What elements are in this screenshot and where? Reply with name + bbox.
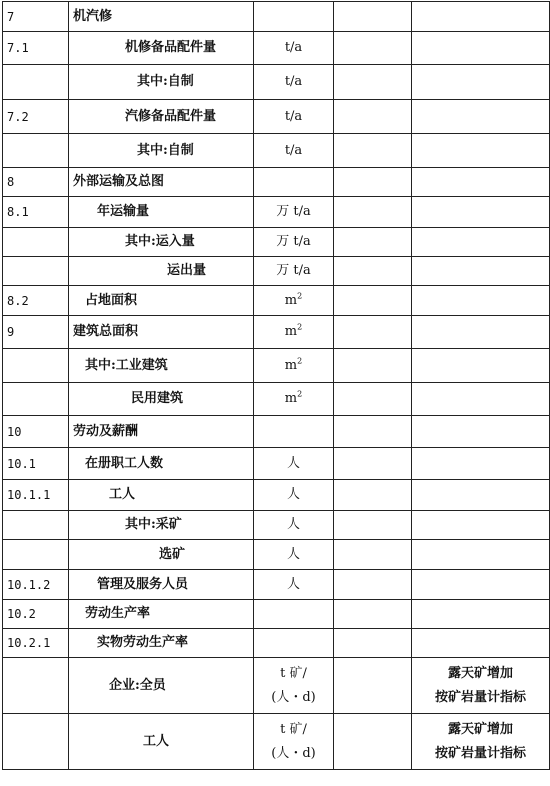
item-number: 7.2 [3,100,69,134]
item-name: 工人 [69,480,254,511]
note-line: 按矿岩量计指标 [434,745,526,761]
table-row [3,316,550,349]
item-unit [254,316,334,349]
item-unit [254,416,334,448]
item-name: 劳动生产率 [69,600,254,629]
item-value [334,383,412,416]
item-note [412,100,550,134]
indicator-table [2,1,550,770]
item-value [334,714,412,770]
unit-superscript: 2 [297,356,303,366]
item-note [412,349,550,383]
item-value [334,2,412,32]
item-unit: 万 t/a [254,228,334,257]
item-number [3,511,69,540]
table-row [3,168,550,197]
item-unit: 人 [254,540,334,570]
item-name: 其中:工业建筑 [69,349,254,383]
item-number [3,228,69,257]
table-row [3,540,550,570]
item-name: 占地面积 [69,286,254,316]
item-note [412,511,550,540]
item-note [412,383,550,416]
item-value [334,480,412,511]
item-note [412,316,550,349]
item-value [334,32,412,65]
item-unit: t/a [254,32,334,65]
item-unit [254,600,334,629]
item-value [334,168,412,197]
table-row [3,2,550,32]
item-name: 选矿 [69,540,254,570]
item-name: 企业:全员 [69,658,254,714]
table-row [3,448,550,480]
item-name: 汽修备品配件量 [69,100,254,134]
item-number [3,134,69,168]
item-number: 10.2 [3,600,69,629]
item-value [334,257,412,286]
item-unit [254,658,334,714]
item-unit: 万 t/a [254,257,334,286]
table-row [3,197,550,228]
item-name: 在册职工人数 [69,448,254,480]
item-note [412,2,550,32]
item-unit: t/a [254,134,334,168]
item-value [334,286,412,316]
item-number: 7 [3,2,69,32]
item-number: 8.2 [3,286,69,316]
item-name: 机汽修 [69,2,254,32]
item-value [334,134,412,168]
item-note [412,658,550,714]
item-number [3,383,69,416]
item-unit: 人 [254,448,334,480]
item-number: 10 [3,416,69,448]
item-note [412,714,550,770]
item-unit [254,168,334,197]
item-unit: t/a [254,65,334,100]
item-note [412,32,550,65]
item-name: 其中:采矿 [69,511,254,540]
item-note [412,257,550,286]
note-line: 露天矿增加 [447,721,513,737]
unit-text: m [284,292,298,308]
unit-superscript: 2 [297,322,303,332]
item-unit [254,286,334,316]
note-line: 露天矿增加 [447,665,513,681]
item-number: 8.1 [3,197,69,228]
item-unit: 人 [254,511,334,540]
unit-line: (人・d) [271,745,316,761]
table-row [3,714,550,770]
unit-text: m [284,357,298,373]
item-name: 外部运输及总图 [69,168,254,197]
table-row [3,286,550,316]
item-name: 劳动及薪酬 [69,416,254,448]
item-number [3,349,69,383]
item-name: 建筑总面积 [69,316,254,349]
table-row [3,100,550,134]
item-unit: 万 t/a [254,197,334,228]
unit-superscript: 2 [297,291,303,301]
table-row [3,134,550,168]
item-note [412,570,550,600]
table-row [3,480,550,511]
item-number: 10.1 [3,448,69,480]
item-number: 10.1.2 [3,570,69,600]
item-value [334,416,412,448]
item-value [334,197,412,228]
item-value [334,511,412,540]
item-number: 10.2.1 [3,629,69,658]
unit-text: m [284,391,298,406]
item-name: 其中:运入量 [69,228,254,257]
item-name: 运出量 [69,257,254,286]
item-number: 7.1 [3,32,69,65]
table-row [3,383,550,416]
item-note [412,228,550,257]
item-unit: 人 [254,480,334,511]
item-name: 其中:自制 [69,65,254,100]
unit-text: m [284,324,298,339]
item-number [3,658,69,714]
item-number: 8 [3,168,69,197]
item-unit: 人 [254,570,334,600]
item-name: 其中:自制 [69,134,254,168]
item-note [412,416,550,448]
item-number [3,540,69,570]
table-row [3,629,550,658]
item-note [412,286,550,316]
item-number [3,714,69,770]
item-value [334,100,412,134]
item-value [334,448,412,480]
table-row [3,511,550,540]
unit-line: t 矿/ [280,665,307,681]
table-row [3,228,550,257]
table-row [3,416,550,448]
table-row [3,658,550,714]
item-value [334,65,412,100]
table-row [3,600,550,629]
item-note [412,448,550,480]
item-number: 9 [3,316,69,349]
item-value [334,349,412,383]
note-line: 按矿岩量计指标 [434,689,526,705]
table-row [3,32,550,65]
item-value [334,658,412,714]
item-name: 工人 [69,714,254,770]
item-unit: t/a [254,100,334,134]
item-value [334,540,412,570]
table-row [3,257,550,286]
item-note [412,629,550,658]
item-note [412,540,550,570]
item-value [334,316,412,349]
item-number [3,257,69,286]
item-unit [254,349,334,383]
item-value [334,600,412,629]
item-name: 实物劳动生产率 [69,629,254,658]
item-name: 民用建筑 [69,383,254,416]
table-row [3,349,550,383]
unit-line: (人・d) [271,689,316,705]
item-number: 10.1.1 [3,480,69,511]
item-unit [254,714,334,770]
table-row [3,570,550,600]
item-name: 年运输量 [69,197,254,228]
unit-superscript: 2 [297,389,303,399]
item-note [412,197,550,228]
item-number [3,65,69,100]
table-row [3,65,550,100]
item-note [412,480,550,511]
item-value [334,629,412,658]
item-name: 机修备品配件量 [69,32,254,65]
item-note [412,134,550,168]
item-unit [254,383,334,416]
item-value [334,228,412,257]
item-unit [254,629,334,658]
unit-line: t 矿/ [280,721,307,737]
item-name: 管理及服务人员 [69,570,254,600]
item-note [412,168,550,197]
item-value [334,570,412,600]
item-note [412,65,550,100]
item-note [412,600,550,629]
item-unit [254,2,334,32]
